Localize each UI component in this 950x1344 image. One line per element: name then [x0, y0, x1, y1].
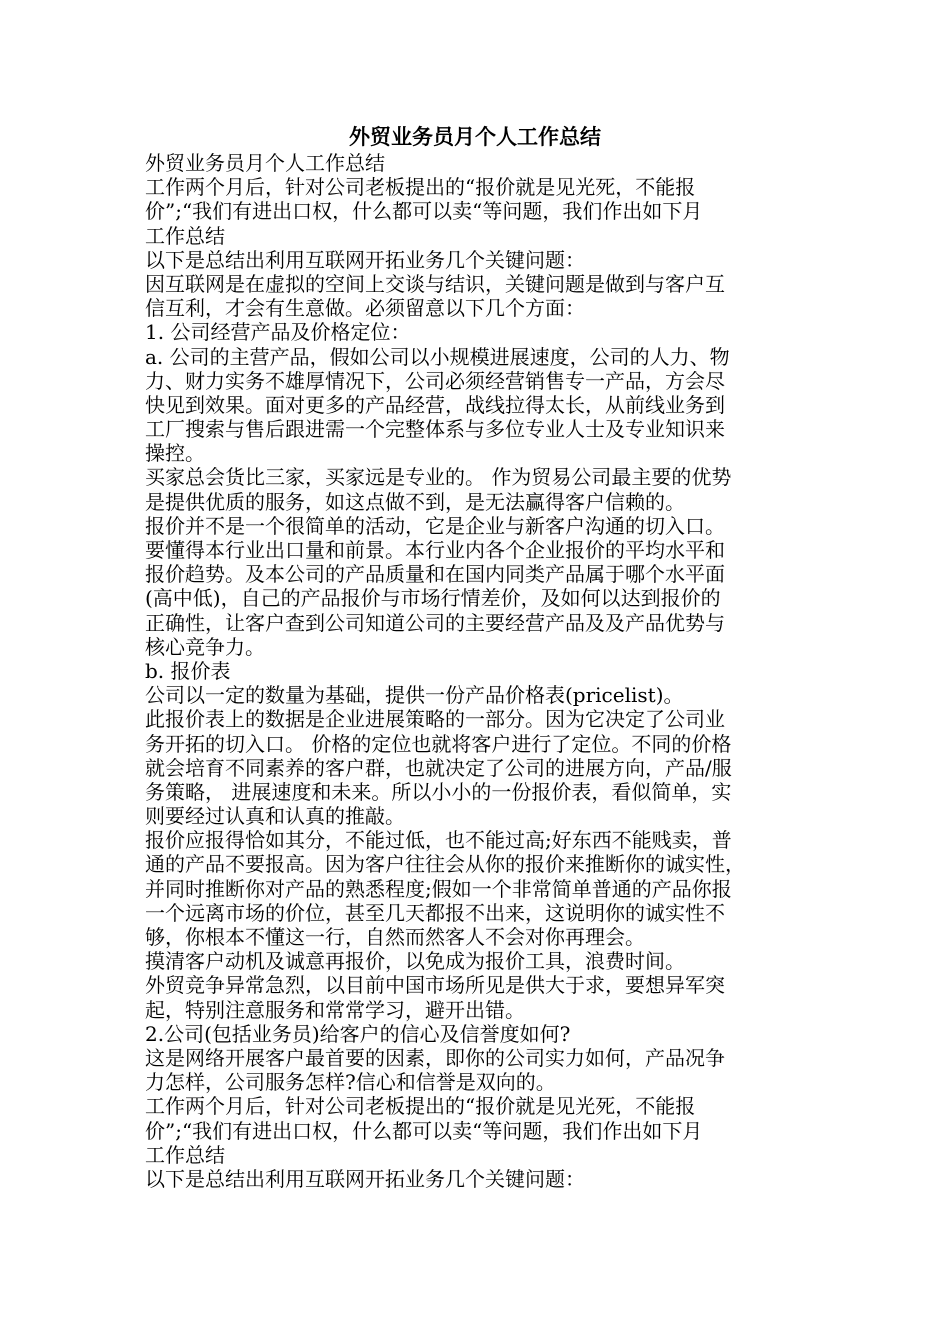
- text-line: a. 公司的主营产品，假如公司以小规模进展速度，公司的人力、物: [145, 344, 730, 369]
- text-line: b. 报价表: [145, 658, 231, 683]
- text-line: 因互联网是在虚拟的空间上交谈与结识，关键问题是做到与客户互: [145, 271, 725, 296]
- text-line: 够，你根本不懂这一行，自然而然客人不会对你再理会。: [145, 925, 645, 949]
- text-line: 以下是总结出利用互联网开拓业务几个关键问题：: [145, 1166, 585, 1191]
- text-line: 价”;“我们有进出口权，什么都可以卖“等问题，我们作出如下月: [145, 199, 703, 224]
- text-line: 报价趋势。及本公司的产品质量和在国内同类产品属于哪个水平面: [145, 562, 725, 587]
- text-line: 1. 公司经营产品及价格定位：: [145, 320, 411, 345]
- text-line: 工作总结: [145, 223, 225, 248]
- text-line: 力怎样，公司服务怎样?信心和信誉是双向的。: [145, 1070, 556, 1095]
- document-body: [145, 151, 815, 1191]
- text-line: 公司以一定的数量为基础，提供一份产品价格表(pricelist)。: [145, 683, 684, 708]
- text-line: 这是网络开展客户最首要的因素，即你的公司实力如何，产品况争: [145, 1045, 725, 1070]
- text-line: 2.公司(包括业务员)给客户的信心及信誉度如何?: [145, 1021, 571, 1046]
- text-line: 则要经过认真和认真的推敲。: [145, 804, 405, 829]
- text-line: (高中低)，自己的产品报价与市场行情差价，及如何以达到报价的: [145, 586, 721, 611]
- text-line: 并同时推断你对产品的熟悉程度;假如一个非常简单普通的产品你报: [145, 876, 732, 901]
- text-line: 以下是总结出利用互联网开拓业务几个关键问题：: [145, 247, 585, 272]
- text-line: 就会培育不同素养的客户群，也就决定了公司的进展方向，产品/服: [145, 755, 732, 780]
- text-line: 工作总结: [145, 1142, 225, 1167]
- text-line: 外贸业务员月个人工作总结: [145, 151, 385, 175]
- text-line: 外贸竞争异常急烈，以目前中国市场所见是供大于求，要想异军突: [145, 973, 725, 998]
- text-line: 买家总会货比三家，买家远是专业的。 作为贸易公司最主要的优势: [145, 465, 732, 490]
- text-line: 务策略， 进展速度和未来。所以小小的一份报价表，看似简单，实: [145, 779, 732, 804]
- text-line: 报价应报得恰如其分，不能过低，也不能过高;好东西不能贱卖，普: [145, 828, 732, 853]
- text-line: 力、财力实务不雄厚情况下，公司必须经营销售专一产品，方会尽: [145, 368, 725, 393]
- text-line: 摸清客户动机及诚意再报价，以免成为报价工具，浪费时间。: [145, 949, 685, 974]
- text-line: 报价并不是一个很简单的活动，它是企业与新客户沟通的切入口。: [145, 513, 725, 538]
- text-line: 要懂得本行业出口量和前景。本行业内各个企业报价的平均水平和: [145, 538, 725, 562]
- text-line: 价”;“我们有进出口权，什么都可以卖“等问题，我们作出如下月: [145, 1118, 703, 1143]
- text-line: 正确性，让客户查到公司知道公司的主要经营产品及及产品优势与: [145, 610, 725, 635]
- document-title: 外贸业务员月个人工作总结: [349, 124, 601, 149]
- text-line: 一个远离市场的价位，甚至几天都报不出来，这说明你的诚实性不: [145, 900, 725, 925]
- text-line: 信互利，才会有生意做。必须留意以下几个方面：: [145, 296, 585, 321]
- text-line: 是提供优质的服务，如这点做不到，是无法赢得客户信赖的。: [145, 489, 685, 514]
- text-line: 核心竞争力。: [145, 634, 265, 659]
- text-line: 起，特别注意服务和常常学习，避开出错。: [145, 997, 525, 1022]
- text-line: 工作两个月后，针对公司老板提出的“报价就是见光死，不能报: [145, 1094, 696, 1119]
- text-line: 快见到效果。面对更多的产品经营，战线拉得太长，从前线业务到: [145, 392, 725, 417]
- text-line: 工作两个月后，针对公司老板提出的“报价就是见光死，不能报: [145, 175, 696, 200]
- text-line: 工厂搜索与售后跟进需一个完整体系与多位专业人士及专业知识来: [145, 417, 725, 442]
- text-line: 通的产品不要报高。因为客户往往会从你的报价来推断你的诚实性，: [145, 852, 745, 877]
- text-line: 务开拓的切入口。 价格的定位也就将客户进行了定位。不同的价格: [145, 731, 732, 756]
- text-line: 操控。: [145, 441, 205, 466]
- text-line: 此报价表上的数据是企业进展策略的一部分。因为它决定了公司业: [145, 707, 725, 732]
